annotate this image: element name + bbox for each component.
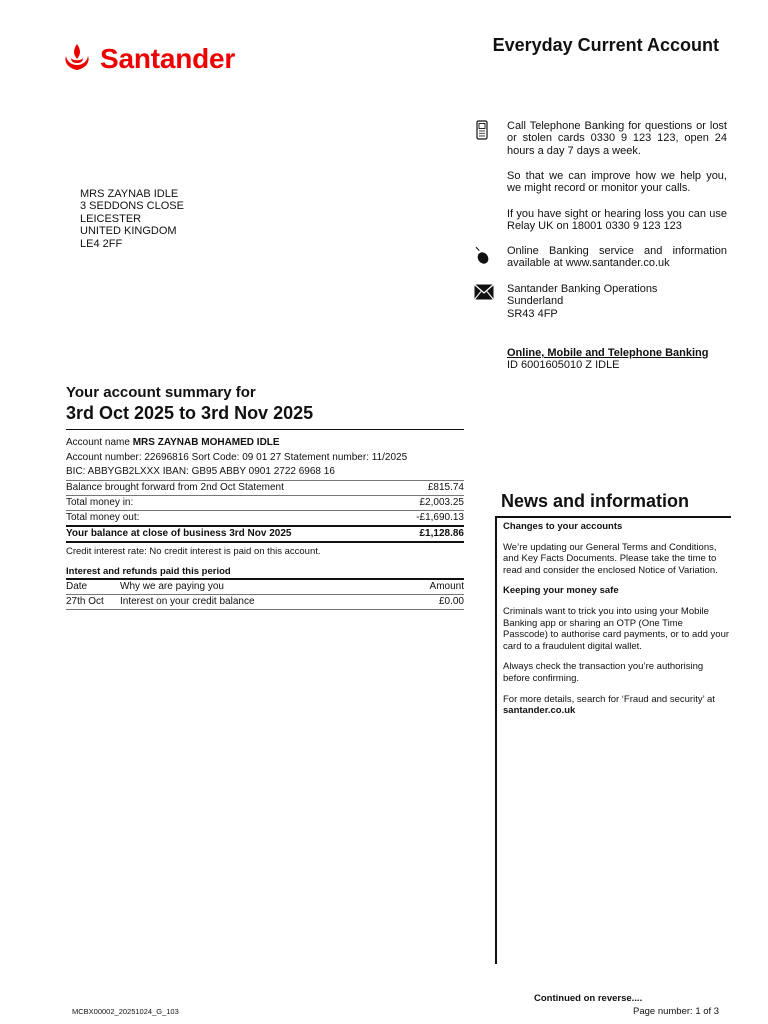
address-line: MRS ZAYNAB IDLE <box>80 188 179 200</box>
banking-id: ID 6001605010 Z IDLE <box>507 359 620 372</box>
news-divider <box>495 516 731 518</box>
row-amount: £2,003.25 <box>394 495 464 510</box>
mail-line: SR43 4FP <box>507 307 558 320</box>
account-summary <box>66 384 464 610</box>
computer-mouse-icon <box>474 245 490 265</box>
news-heading-accounts: Changes to your accounts <box>503 521 623 532</box>
santander-flame-icon <box>60 42 94 76</box>
document-reference: MCBX00002_20251024_G_103 <box>72 1007 179 1016</box>
online-text: Online Banking service and information available at www.santander.co.uk <box>507 245 727 270</box>
row-amount: £815.74 <box>394 480 464 495</box>
monitor-text: So that we can improve how we help you, we might record or monitor your calls. <box>507 170 727 195</box>
contact-mail <box>474 283 727 323</box>
col-date: Date <box>66 580 120 595</box>
account-type-title: Everyday Current Account <box>492 35 719 55</box>
contact-phone <box>474 120 727 160</box>
relay-text: If you have sight or hearing loss you can use Relay UK on 18001 0330 9 123 123 <box>507 208 727 233</box>
cell-reason: Interest on your credit balance <box>120 594 394 609</box>
summary-heading: Your account summary for <box>66 384 256 401</box>
banking-id-block <box>474 347 727 375</box>
table-row <box>66 495 464 510</box>
account-name: MRS ZAYNAB MOHAMED IDLE <box>132 437 280 448</box>
row-amount: -£1,690.13 <box>394 510 464 526</box>
mail-line: Santander Banking Operations <box>507 283 658 295</box>
customer-address <box>80 188 184 250</box>
credit-interest-note: Credit interest rate: No credit interest is paid on this account. <box>66 545 321 557</box>
row-label: Balance brought forward from 2nd Oct Statement <box>66 480 394 495</box>
address-line: LE4 2FF <box>80 237 123 250</box>
contact-online <box>474 245 727 273</box>
news-vertical-rule <box>495 516 497 964</box>
brand-name: Santander <box>100 43 236 74</box>
news-title: News and information <box>501 491 690 511</box>
santander-logo <box>60 42 235 76</box>
row-amount: £1,128.86 <box>394 526 464 542</box>
mail-address <box>507 283 727 320</box>
continued-note: Continued on reverse.... <box>534 993 643 1004</box>
interest-heading: Interest and refunds paid this period <box>66 566 464 580</box>
page-number: Page number: 1 of 3 <box>633 1006 720 1017</box>
cell-amount: £0.00 <box>394 594 464 609</box>
news-paragraph: Always check the transaction you’re authorising before confirming. <box>503 661 704 684</box>
news-fraud-link[interactable]: santander.co.uk <box>503 705 576 717</box>
balance-table <box>66 480 464 543</box>
account-details <box>66 436 464 480</box>
closing-balance-row <box>66 526 464 542</box>
table-row <box>66 510 464 526</box>
row-label: Total money out: <box>66 510 394 526</box>
row-label: Your balance at close of business 3rd Nov 2025 <box>66 526 394 542</box>
news-paragraph: We’re updating our General Terms and Conditions, and Key Facts Documents. Please take the time to read and consider the enclosed Notice of Variation. <box>503 541 718 576</box>
news-heading-safety: Keeping your money safe <box>503 585 619 597</box>
table-row <box>66 480 464 495</box>
summary-period: 3rd Oct 2025 to 3rd Nov 2025 <box>66 403 314 423</box>
account-name-label: Account name <box>66 437 130 448</box>
bic-iban: BIC: ABBYGB2LXXX IBAN: GB95 ABBY 0901 2722 6968 16 <box>66 466 335 477</box>
mail-line: Sunderland <box>507 295 564 308</box>
cell-date: 27th Oct <box>66 594 120 609</box>
news-fraud-text: For more details, search for ‘Fraud and security’ at <box>503 693 715 705</box>
address-line: LEICESTER <box>80 212 142 225</box>
interest-table <box>66 580 464 610</box>
news-paragraph: Criminals want to trick you into using your Mobile Banking app or sharing an OTP (One Time Passcode) to authorise card payments, or to add your card to a fraudulent digital wallet. <box>503 605 730 652</box>
account-numbers: Account number: 22696816 Sort Code: 09 01 27 Statement number: 11/2025 <box>66 451 408 463</box>
col-amount: Amount <box>394 580 464 595</box>
banking-heading: Online, Mobile and Telephone Banking <box>507 347 709 359</box>
contact-monitor <box>474 170 727 198</box>
news-body <box>503 521 729 726</box>
mobile-phone-icon <box>474 120 490 140</box>
col-reason: Why we are paying you <box>120 580 394 595</box>
contact-relay <box>474 208 727 236</box>
divider <box>66 429 464 430</box>
phone-text: Call Telephone Banking for questions or lost or stolen cards 0330 9 123 123, open 24 hours a day 7 days a week. <box>507 120 727 157</box>
address-line: 3 SEDDONS CLOSE <box>80 200 184 213</box>
address-line: UNITED KINGDOM <box>80 225 177 238</box>
envelope-icon <box>474 284 494 300</box>
row-label: Total money in: <box>66 495 394 510</box>
table-header-row <box>66 580 464 595</box>
news-paragraph <box>503 694 729 717</box>
table-row <box>66 594 464 609</box>
